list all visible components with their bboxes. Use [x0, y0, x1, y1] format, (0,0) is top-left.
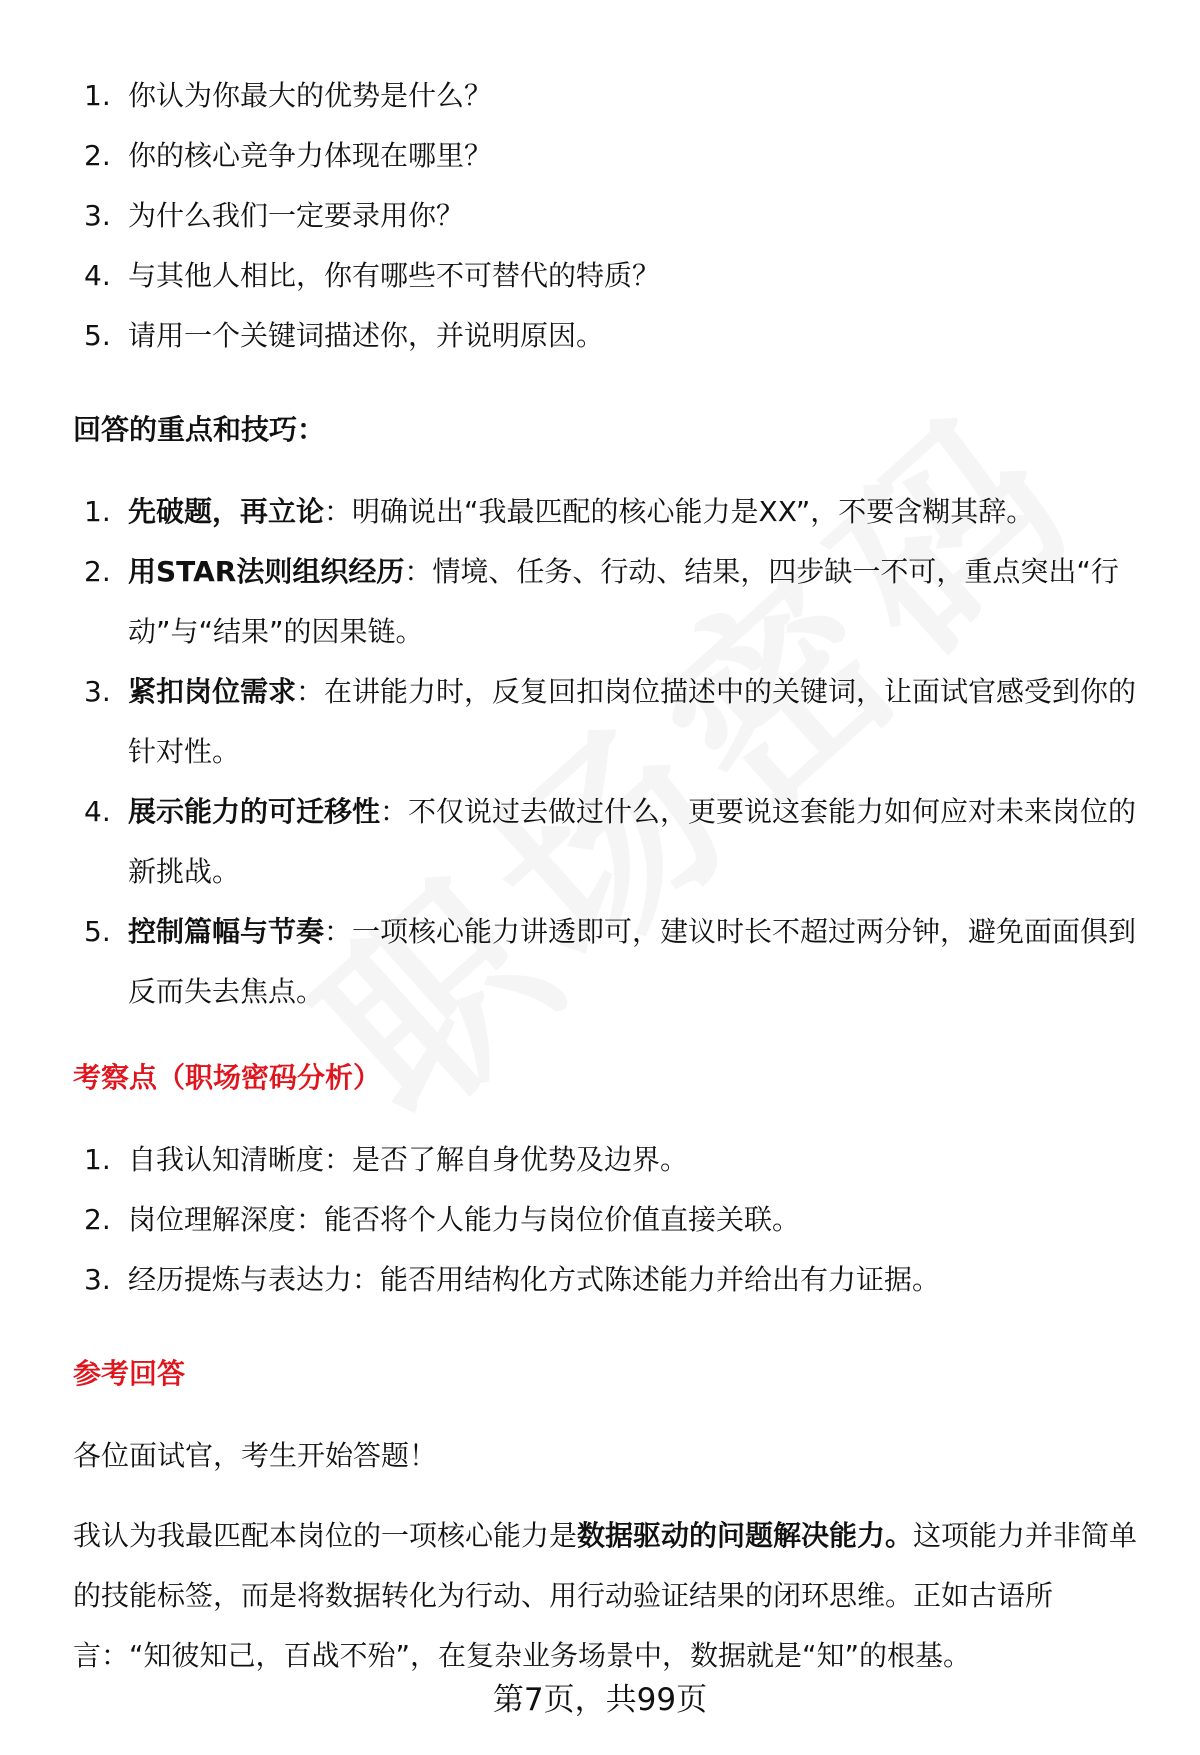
assessment-item: [73, 1190, 1148, 1250]
question-item: [73, 306, 1148, 366]
list-number: 2.: [84, 139, 111, 172]
list-number: 3.: [84, 675, 111, 708]
tip-keyword: 展示能力的可迁移性: [128, 795, 381, 828]
tip-keyword: 控制篇幅与节奏: [128, 915, 325, 948]
list-number: 1.: [84, 1143, 111, 1176]
answer-paragraph: [73, 1506, 1148, 1686]
question-list: [73, 66, 1148, 366]
question-text: 与其他人相比，你有哪些不可替代的特质？: [128, 259, 661, 292]
page-footer: 第7页，共99页: [492, 1682, 708, 1718]
assessment-text: 自我认知清晰度：是否了解自身优势及边界。: [128, 1143, 689, 1176]
tip-text: ：一项核心能力讲透即可，建议时长不超过两分钟，避免面面俱到反而失去焦点。: [128, 915, 1137, 1008]
tip-keyword: 紧扣岗位需求: [128, 675, 297, 708]
question-item: [73, 186, 1148, 246]
list-number: 5.: [84, 319, 111, 352]
tip-keyword: 用STAR法则组织经历: [128, 555, 405, 588]
assessment-text: 岗位理解深度：能否将个人能力与岗位价值直接关联。: [128, 1203, 801, 1236]
question-text: 你认为你最大的优势是什么？: [128, 79, 493, 112]
list-number: 2.: [84, 555, 111, 588]
tip-text: ：在讲能力时，反复回扣岗位描述中的关键词，让面试官感受到你的针对性。: [128, 675, 1137, 768]
tip-item: [73, 542, 1148, 662]
assessment-item: [73, 1250, 1148, 1310]
assessment-text: 经历提炼与表达力：能否用结构化方式陈述能力并给出有力证据。: [128, 1263, 941, 1296]
question-item: [73, 66, 1148, 126]
tip-text: ：明确说出“我最匹配的核心能力是XX”，不要含糊其辞。: [324, 495, 1035, 528]
question-text: 你的核心竞争力体现在哪里？: [128, 139, 493, 172]
list-number: 3.: [84, 1263, 111, 1296]
list-number: 1.: [84, 495, 111, 528]
greeting-paragraph: 各位面试官，考生开始答题！: [73, 1439, 438, 1472]
tip-item: [73, 902, 1148, 1022]
list-number: 3.: [84, 199, 111, 232]
list-number: 5.: [84, 915, 111, 948]
tip-text: ：情境、任务、行动、结果，四步缺一不可，重点突出“行动”与“结果”的因果链。: [128, 555, 1119, 648]
list-number: 1.: [84, 79, 111, 112]
tip-keyword: 先破题，再立论: [128, 495, 325, 528]
answer-keyword: 数据驱动的问题解决能力。: [577, 1519, 914, 1552]
tips-list: [73, 482, 1148, 1022]
tip-item: [73, 662, 1148, 782]
tip-item: [73, 782, 1148, 902]
assessment-heading: 考察点（职场密码分析）: [73, 1061, 382, 1094]
answer-text-rest: 这项能力并非简单的技能标签，而是将数据转化为行动、用行动验证结果的闭环思维。正如古语所言：“知彼知己，百战不殆”，在复杂业务场景中，数据就是“知”的根基。: [73, 1519, 1138, 1672]
question-text: 请用一个关键词描述你，并说明原因。: [128, 319, 605, 352]
reference-answer-heading: 参考回答: [73, 1357, 186, 1390]
tip-item: [73, 482, 1148, 542]
list-number: 4.: [84, 795, 111, 828]
question-text: 为什么我们一定要录用你？: [128, 199, 465, 232]
question-item: [73, 126, 1148, 186]
question-item: [73, 246, 1148, 306]
answer-text-start: 我认为我最匹配本岗位的一项核心能力是: [73, 1519, 578, 1552]
assessment-item: [73, 1130, 1148, 1190]
list-number: 2.: [84, 1203, 111, 1236]
tip-text: ：不仅说过去做过什么，更要说这套能力如何应对未来岗位的新挑战。: [128, 795, 1137, 888]
list-number: 4.: [84, 259, 111, 292]
assessment-list: [73, 1130, 1148, 1310]
document-page: [73, 66, 1148, 1686]
tips-heading: 回答的重点和技巧：: [73, 413, 326, 446]
